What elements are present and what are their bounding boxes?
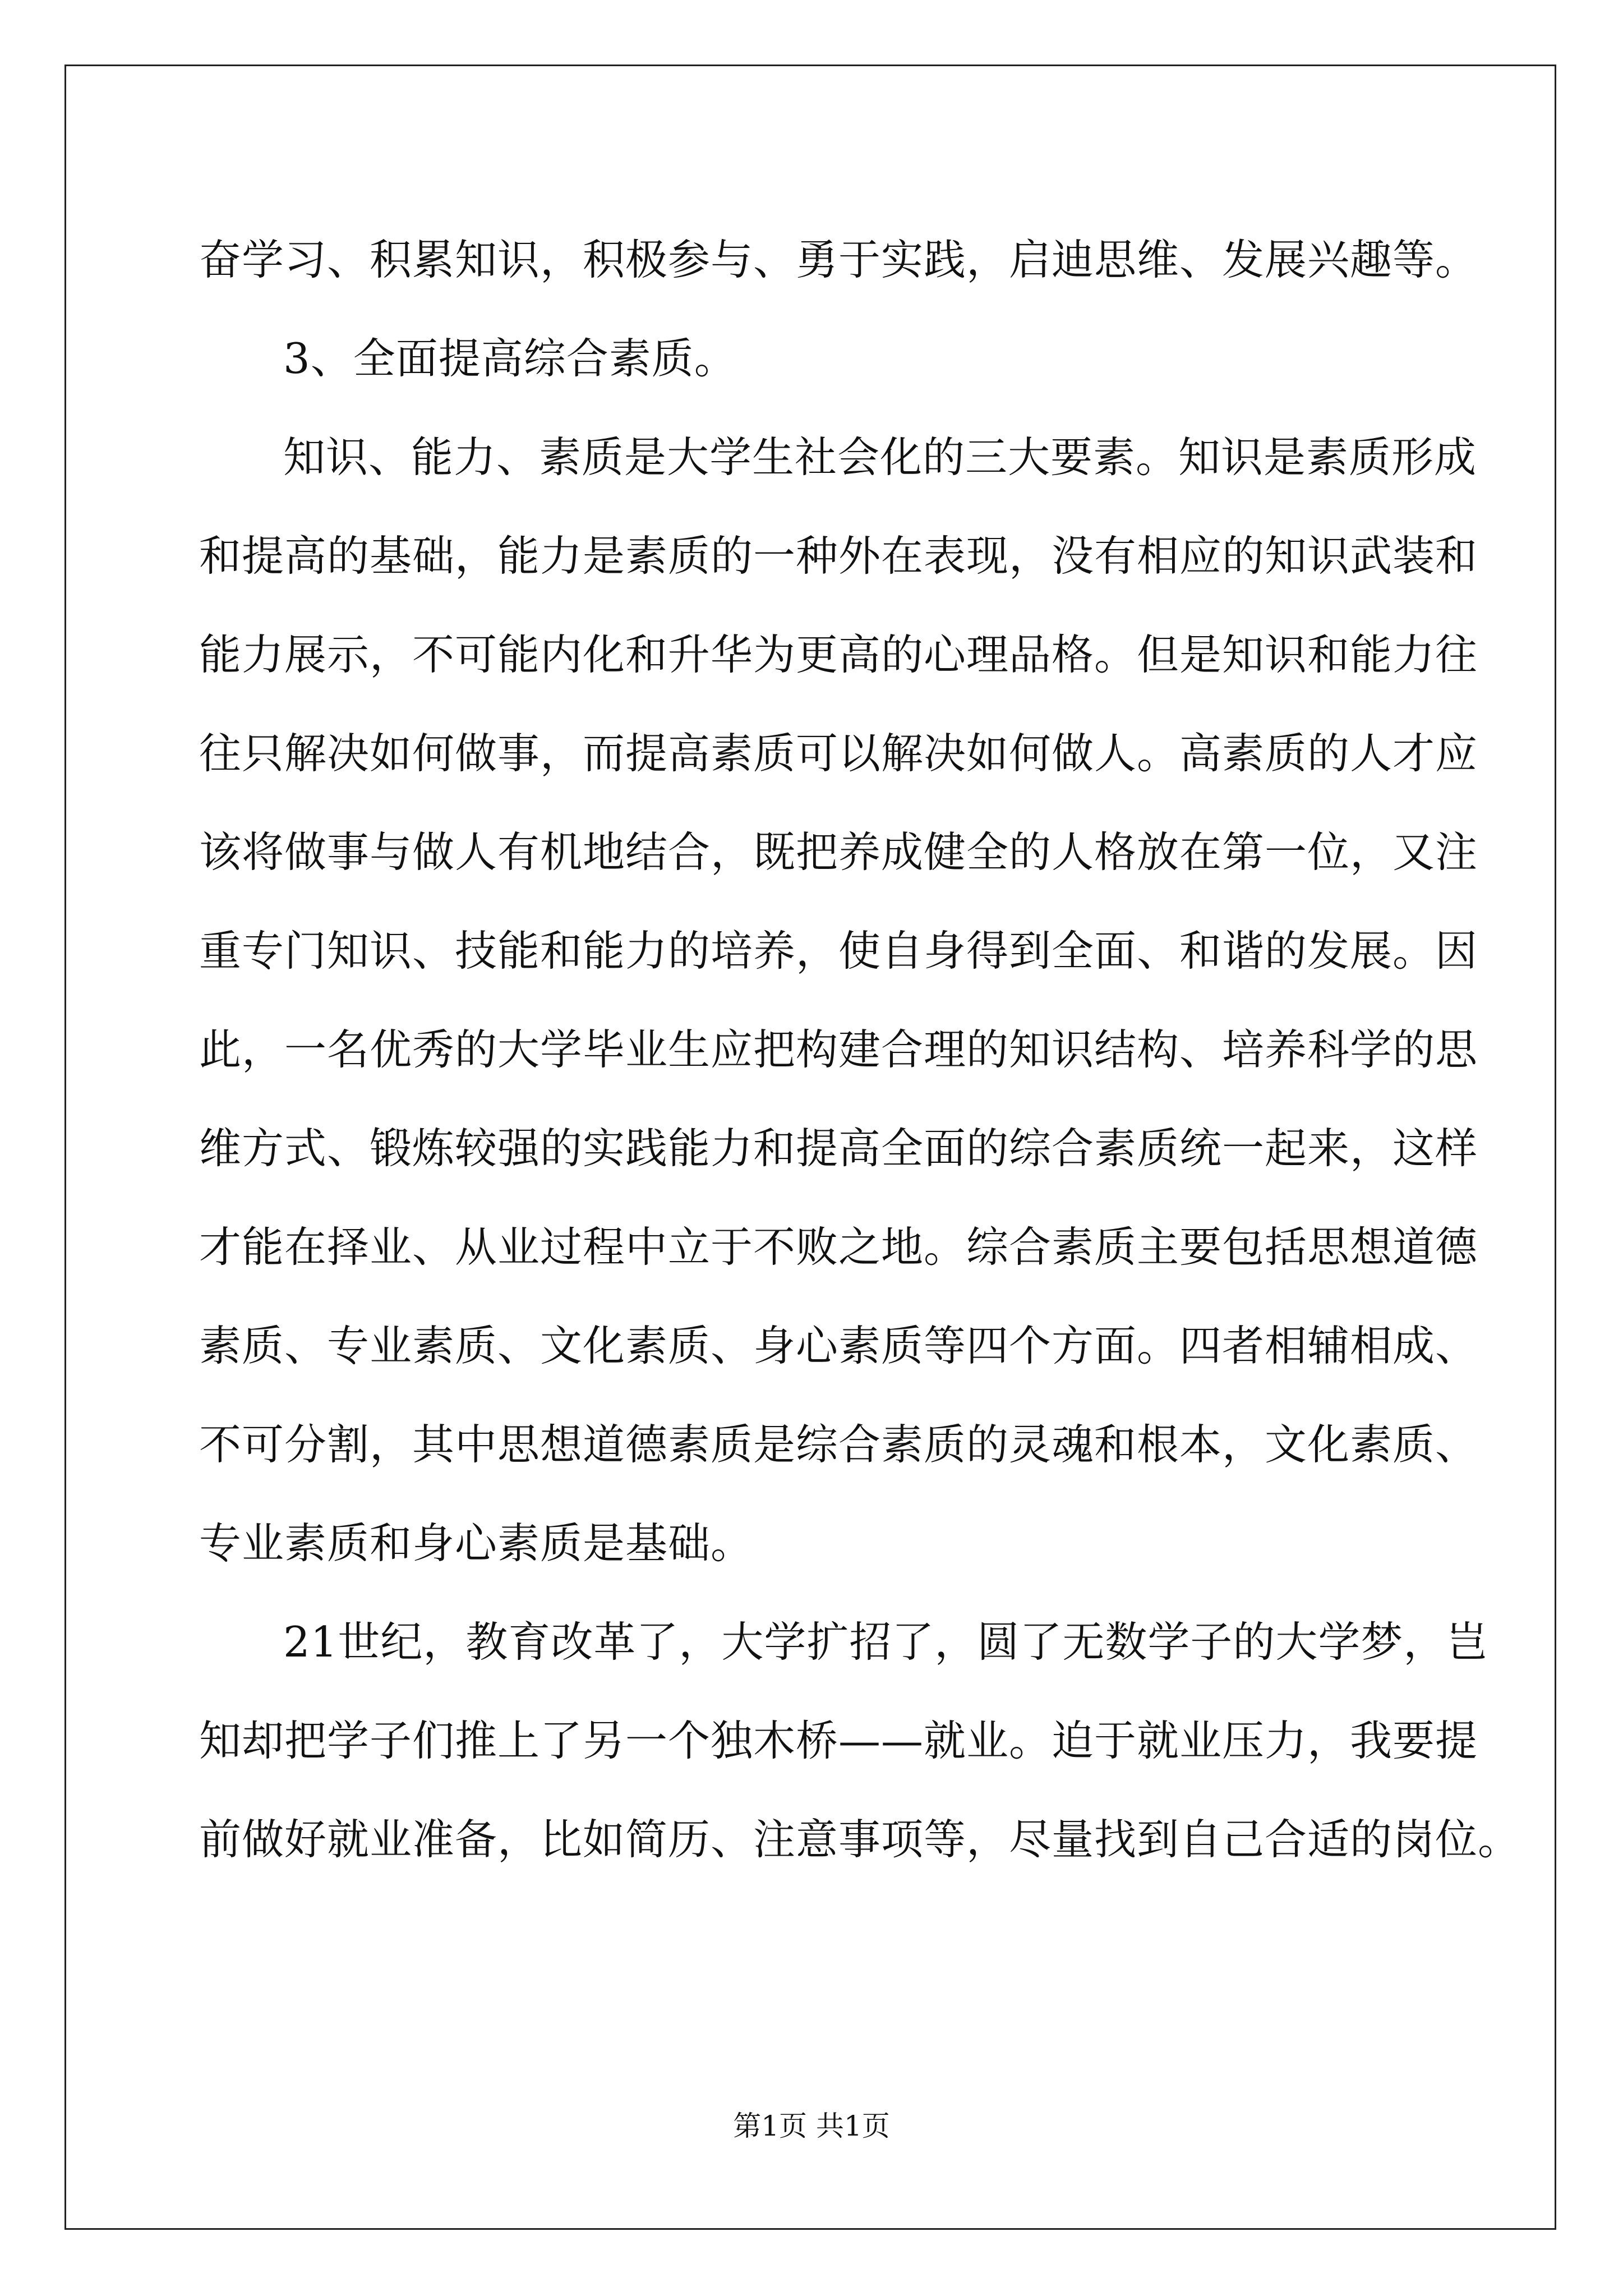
text-line: 素质、专业素质、文化素质、身心素质等四个方面。四者相辅相成、 (199, 1321, 1478, 1370)
paragraph-start: 知识、能力、素质是大学生社会化的三大要素。知识是素质形成 (283, 432, 1477, 482)
text-line: 才能在择业、从业过程中立于不败之地。综合素质主要包括思想道德 (199, 1222, 1478, 1272)
text-line: 该将做事与做人有机地结合，既把养成健全的人格放在第一位，又注 (199, 827, 1478, 877)
page-number-footer: 第1页 共1页 (733, 2110, 890, 2142)
text-line: 专业素质和身心素质是基础。 (199, 1519, 754, 1568)
text-line: 前做好就业准备，比如简历、注意事项等，尽量找到自己合适的岗位。 (199, 1815, 1521, 1864)
text-line: 不可分割，其中思想道德素质是综合素质的灵魂和根本，文化素质、 (199, 1420, 1478, 1469)
text-line: 和提高的基础，能力是素质的一种外在表现，没有相应的知识武装和 (199, 531, 1478, 581)
section-heading: 3、全面提高综合素质。 (283, 334, 737, 383)
text-line: 往只解决如何做事，而提高素质可以解决如何做人。高素质的人才应 (199, 729, 1478, 778)
text-line: 重专门知识、技能和能力的培养，使自身得到全面、和谐的发展。因 (199, 926, 1478, 976)
text-line: 奋学习、积累知识，积极参与、勇于实践，启迪思维、发展兴趣等。 (199, 235, 1478, 284)
paragraph-start: 21世纪，教育改革了，大学扩招了，圆了无数学子的大学梦，岂 (283, 1617, 1489, 1667)
text-line: 能力展示，不可能内化和升华为更高的心理品格。但是知识和能力往 (199, 630, 1478, 679)
document-body (199, 210, 1521, 1889)
text-line: 知却把学子们推上了另一个独木桥——就业。迫于就业压力，我要提 (199, 1716, 1478, 1765)
text-line: 维方式、锻炼较强的实践能力和提高全面的综合素质统一起来，这样 (199, 1124, 1478, 1173)
text-line: 此，一名优秀的大学毕业生应把构建合理的知识结构、培养科学的思 (199, 1025, 1478, 1074)
